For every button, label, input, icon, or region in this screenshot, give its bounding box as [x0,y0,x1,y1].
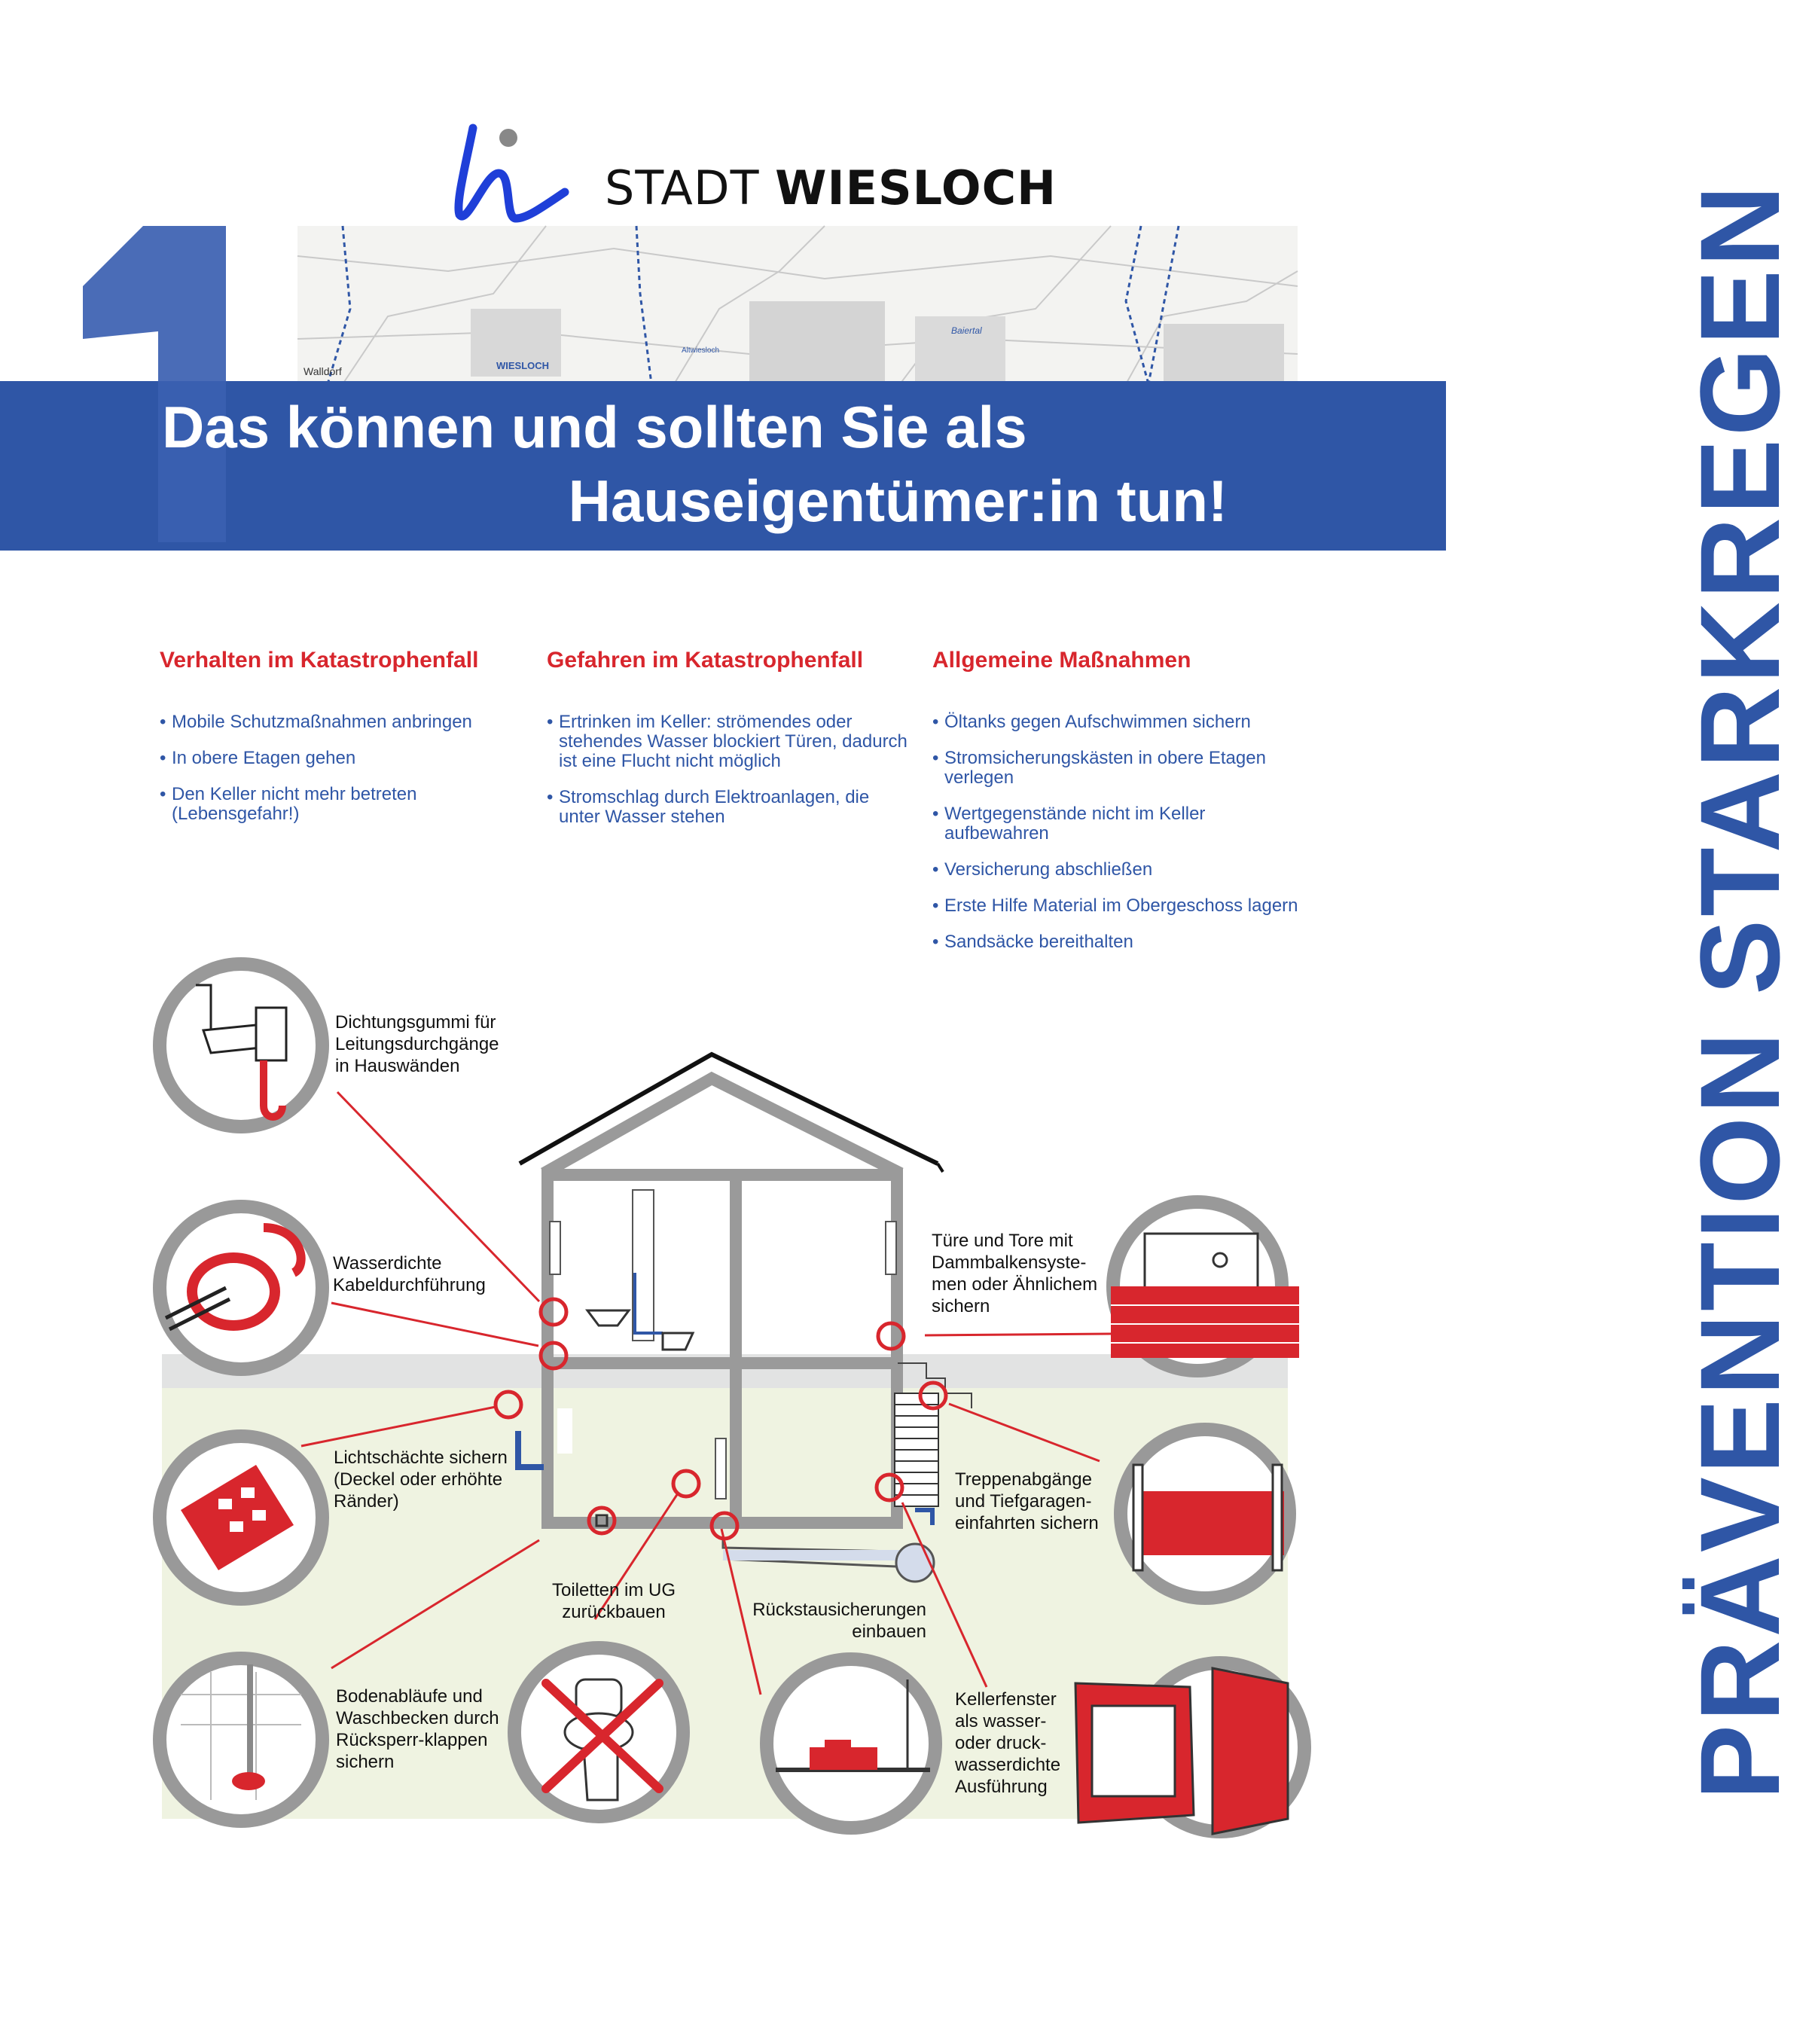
lightwell-cover-illustration [151,1427,331,1608]
column-heading: Verhalten im Katastrophenfall [160,648,479,673]
list-item: • Öltanks gegen Aufschwimmen sichern [932,712,1294,732]
label-backflow: Rückstausicherungen einbauen [752,1600,926,1642]
basement-window-illustration [1069,1653,1303,1841]
column-heading: Gefahren im Katastrophenfall [547,648,864,673]
list-item: • Sandsäcke bereithalten [932,932,1294,952]
label-pipe-seal: Dichtungsgummi für Leitungsdurchgänge in Hauswänden [335,1012,499,1076]
label-cable-sleeve: Wasserdichte Kabeldurchführung [333,1253,486,1295]
label-stair-gate: Treppenabgänge und Tiefgaragen-einfahrten sichern [955,1469,1099,1533]
city-logo-wordmark: STADT WIESLOCH [605,160,1057,215]
banner-title-line2: Hauseigentümer:in tun! [568,468,1228,534]
map-label-walldorf: Walldorf [304,365,342,377]
list-item: • Wertgegenstände nicht im Keller aufbewahren [932,804,1276,844]
label-basement-window: Kellerfenster als wasser- oder druck-wasserdichte Ausführung [955,1689,1061,1797]
vertical-title: PRÄVENTION STARKREGEN [1676,182,1803,1800]
column-general [932,648,1298,969]
list-item: • Versicherung abschließen [932,860,1294,880]
list-item: • In obere Etagen gehen [160,749,521,768]
column-heading: Allgemeine Maßnahmen [932,648,1191,673]
map-label-altwiesloch: Altwiesloch [682,346,720,355]
toilet-removed-illustration [505,1638,693,1826]
list-item: • Ertrinken im Keller: strömendes oder stehendes Wasser blockiert Türen, dadurch ist eine Flucht nicht möglich [547,712,913,771]
pipe-seal-illustration [151,955,331,1136]
label-lightwell: Lichtschächte sichern (Deckel oder erhöhte Ränder) [334,1448,508,1512]
big-number-graphic [75,226,233,550]
label-toilet: Toiletten im UG zurückbauen [551,1580,676,1622]
cable-sleeve-illustration [151,1197,331,1378]
list-item: • Mobile Schutzmaßnahmen anbringen [160,712,521,732]
list-item: • Stromsicherungskästen in obere Etagen verlegen [932,749,1298,788]
map-label-baiertal: Baiertal [951,325,982,336]
big-number [0,0,1,1]
list-item: • Den Keller nicht mehr betreten (Lebensgefahr!) [160,785,443,824]
floor-drain-illustration [151,1649,331,1830]
stair-gate-illustration [1111,1420,1299,1608]
map-strip [297,226,1298,384]
banner-title-line1: Das können und sollten Sie als [162,394,1027,460]
column-behavior [160,648,521,840]
label-flood-door: Türe und Tore mit Dammbalkensyste-men oder Ähnlichem sichern [932,1231,1098,1316]
list-item: • Stromschlag durch Elektroanlagen, die unter Wasser stehen [547,788,890,827]
list-item: • Erste Hilfe Material im Obergeschoss lagern [932,896,1298,916]
flood-barrier-door-illustration [1107,1188,1303,1384]
column-dangers [547,648,908,844]
backflow-valve-illustration [757,1649,945,1838]
map-label-wiesloch: WIESLOCH [496,360,550,371]
label-floor-drain: Bodenabläufe und Waschbecken durch Rücksperr-klappen sichern [336,1686,499,1772]
